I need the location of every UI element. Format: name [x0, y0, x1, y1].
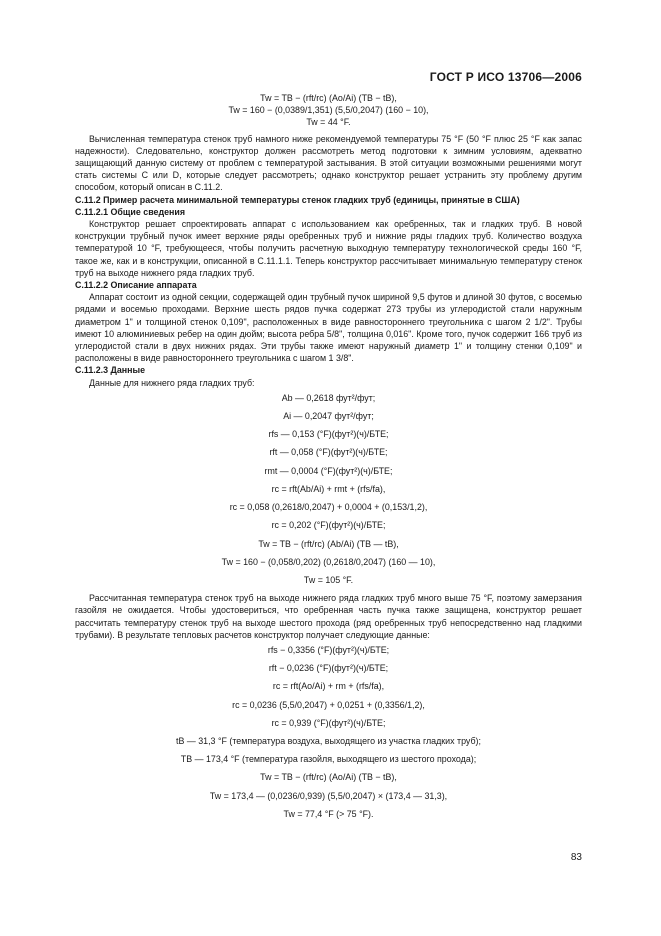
- equation: TB — 173,4 °F (температура газойля, выходящего из шестого прохода);: [180, 754, 477, 765]
- paragraph: Аппарат состоит из одной секции, содержащей один трубный пучок шириной 9,5 футов и длиной 30 футов, с восемью рядами и восемью проходами. Верхние шесть рядов пучка содержат 273 трубы из углеродистой стали наружным диаметром 1" и толщиной стенок 0,109", расположенных в виде равностороннего треугольника с шагом 2 1/2". Трубы имеют 10 алюминиевых ребер на один дюйм; высота ребра 5/8", толщина 0,016". Кроме того, пучок содержит 166 труб из углеродистой стали в двух нижних рядах. Эти трубы также имеют наружный диаметр 1" и толщину стенки 0,109" и расположены в виде равностороннего треугольника с шагом 1 3/8".: [75, 292, 582, 364]
- equation: rfs — 0,153 (°F)(фут²)(ч)/БТЕ;: [268, 429, 389, 440]
- equation: Tw = 105 °F.: [303, 574, 354, 585]
- subsection-heading: С.11.2.1 Общие сведения: [75, 206, 186, 217]
- equation: Tw = 44 °F.: [306, 117, 351, 128]
- equation: rc = 0,058 (0,2618/0,2047) + 0,0004 + (0,153/1,2),: [229, 502, 428, 513]
- equation: rft − 0,0236 (°F)(фут²)(ч)/БТЕ;: [268, 663, 389, 674]
- equation: tB — 31,3 °F (температура воздуха, выходящего из участка гладких труб);: [176, 735, 481, 746]
- equation: Ab — 0,2618 фут²/фут;: [281, 392, 376, 403]
- equation: Ai — 0,2047 фут²/фут;: [283, 411, 374, 422]
- equation: rc = rft(Ab/Ai) + rmt + (rfs/fa),: [271, 483, 386, 494]
- equation: Tw = 160 − (0,058/0,202) (0,2618/0,2047) (160 — 10),: [221, 556, 436, 567]
- equation: rmt — 0,0004 (°F)(фут²)(ч)/БТЕ;: [264, 465, 393, 476]
- equation: Tw = TB − (rft/rc) (Ao/Ai) (TB − tB),: [260, 772, 397, 783]
- equation: rc = 0,0236 (5,5/0,2047) + 0,0251 + (0,3356/1,2),: [232, 699, 425, 710]
- equation: Tw = TB − (rft/rc) (Ao/Ai) (TB − tB),: [260, 93, 397, 103]
- section-heading: С.11.2 Пример расчета минимальной температуры стенок гладких труб (единицы, принятые в США): [75, 194, 520, 205]
- paragraph: Рассчитанная температура стенок труб на выходе нижнего ряда гладких труб много выше 75 °F, поэтому замерзания газойля не ожидается. Чтобы удостовериться, что оребренная часть пучка также защищена, конструктор решает рассчитать температуру стенок труб на выходе шестого прохода (ряд оребренных труб непосредственно над гладкими трубами). В результате тепловых расчетов конструктор получает следующие данные:: [75, 593, 582, 640]
- equation: rc = 0,202 (°F)(фут²)(ч)/БТЕ;: [271, 520, 386, 531]
- equation: Tw = 77,4 °F (> 75 °F).: [283, 808, 374, 819]
- equation: rc = rft(Ao/Ai) + rm + (rfs/fa),: [272, 681, 385, 692]
- paragraph: Конструктор решает спроектировать аппарат с использованием как оребренных, так и гладких труб. В новой конструкции трубный пучок имеет верхние ряды оребренных труб и нижние ряды гладких труб. Количество воздуха температурой 10 °F, требующееся, чтобы получить расчетную выходную температуру технологической среды 160 °F, такое же, как и в конструкции, описанной в С.11.1.1. Теперь конструктор рассчитывает минимальную температуру стенок труб на выходе нижнего ряда гладких труб.: [75, 219, 582, 278]
- equation: Tw = 173,4 — (0,0236/0,939) (5,5/0,2047) × (173,4 — 31,3),: [209, 790, 448, 801]
- subsection-heading: С.11.2.2 Описание аппарата: [75, 280, 197, 291]
- equation: Tw = 160 − (0,0389/1,351) (5,5/0,2047) (160 − 10),: [228, 105, 429, 116]
- equation: rfs − 0,3356 (°F)(фут²)(ч)/БТЕ;: [267, 644, 390, 655]
- equation: Tw = TB − (rft/rc) (Ab/Ai) (TB — tB),: [258, 538, 399, 549]
- page-number: 83: [570, 852, 582, 863]
- document-body: [75, 92, 582, 820]
- subsection-heading: С.11.2.3 Данные: [75, 365, 146, 376]
- equation: rft — 0,058 (°F)(фут²)(ч)/БТЕ;: [269, 447, 388, 458]
- document-header: ГОСТ Р ИСО 13706—2006: [429, 70, 582, 84]
- paragraph: Данные для нижнего ряда гладких труб:: [89, 377, 255, 388]
- equation: rc = 0,939 (°F)(фут²)(ч)/БТЕ;: [271, 717, 386, 728]
- paragraph: Вычисленная температура стенок труб намного ниже рекомендуемой температуры 75 °F (50 °F плюс 25 °F как запас надежности). Следовательно, конструктор должен рассмотреть метод подготовки к зимним условиям, адекватно защищающий данную систему от проблем с температурой застывания. В этой ситуации возможными решениями могут стать системы С или D, которые следует рассмотреть; однако конструктор решает устранить эту проблему другим способом, который описан в С.11.2.: [75, 133, 582, 193]
